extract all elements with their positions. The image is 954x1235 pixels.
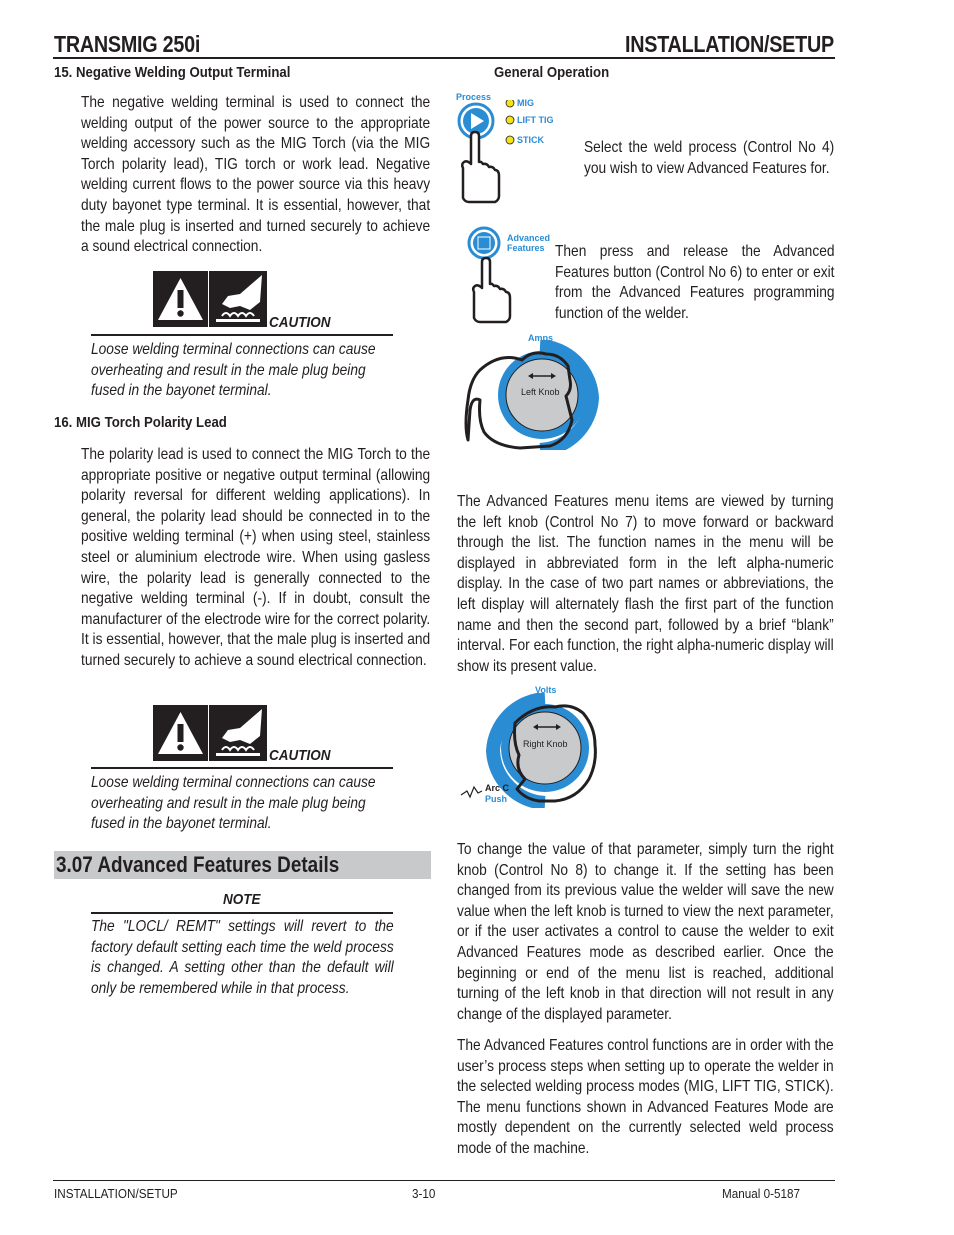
- process-panel-illustration: [455, 92, 575, 202]
- advanced-features-label-1: Advanced: [507, 233, 551, 243]
- process-option-stick: STICK: [517, 135, 544, 145]
- note-text: The "LOCL/ REMT" settings will revert to the factory default setting each time the weld process is changed. A setting other than the default will only be remembered while in that process.: [91, 918, 394, 997]
- paragraph-1: The Advanced Features menu items are viewed by turning the left knob (Control No 7) to move forward or backward through the list. The function names in the menu will be displayed in abbreviated form in the left alpha-numeric display. In the case of two part names or abbreviations, the left display will alternately flash the first part of the function name and then the second part, followed by a brief “blank” interval. For each function, the right alpha-numeric display will show its present value.: [457, 493, 834, 675]
- footer-section: INSTALLATION/SETUP: [54, 1186, 178, 1201]
- process-option-mig: MIG: [517, 98, 534, 108]
- left-knob-illustration: [460, 330, 600, 450]
- footer-page-number: 3-10: [412, 1186, 436, 1201]
- volts-label: Volts: [535, 685, 557, 695]
- left-knob-label: Left Knob: [521, 387, 560, 397]
- step-1-text: Select the weld process (Control No 4) you wish to view Advanced Features for.: [584, 139, 835, 177]
- arc-control-label: Arc C: [485, 783, 510, 793]
- advanced-features-label-2: Features: [507, 243, 545, 253]
- item-15-text: The negative welding terminal is used to connect the welding output of the power source to the appropriate welding accessory such as the MIG Torch (via the MIG Torch polarity lead), TIG torch or work lead. Negative welding current flows to the power source via this heavy duty bayonet type terminal. It is essential, however, that the male plug is inserted and turned securely to achieve a sound electrical connection.: [81, 94, 431, 256]
- caution-1-label: CAUTION: [269, 314, 331, 331]
- footer-manual-number: Manual 0-5187: [722, 1186, 801, 1201]
- push-label: Push: [485, 794, 508, 804]
- amps-label: Amps: [528, 333, 554, 343]
- advanced-features-button-illustration: [462, 226, 557, 326]
- header-rule: [53, 57, 835, 59]
- warning-icon: [153, 705, 208, 761]
- warning-icon: [153, 271, 208, 327]
- caution-2-rule: [91, 767, 393, 769]
- item-16-heading: 16. MIG Torch Polarity Lead: [54, 414, 227, 431]
- paragraph-3: The Advanced Features control functions are in order with the user’s process steps when setting up to operate the welder in the selected welding process modes (MIG, LIFT TIG, STICK). The menu functions shown in Advanced Features Mode are mostly dependent on the currently selected weld process mode of the machine.: [457, 1037, 834, 1157]
- caution-2-label: CAUTION: [269, 747, 331, 764]
- caution-2-text: Loose welding terminal connections can cause overheating and result in the male plug being fused in the bayonet terminal.: [91, 774, 376, 833]
- item-15-heading: 15. Negative Welding Output Terminal: [54, 64, 291, 81]
- process-option-lift-tig: LIFT TIG: [517, 115, 554, 125]
- right-knob-label: Right Knob: [523, 739, 568, 749]
- step-2-text: Then press and release the Advanced Features button (Control No 6) to enter or exit from the Advanced Features programming function of the welder.: [555, 243, 835, 322]
- right-knob-illustration: [455, 683, 605, 808]
- process-label: Process: [456, 92, 492, 102]
- caution-1-text: Loose welding terminal connections can cause overheating and result in the male plug being fused in the bayonet terminal.: [91, 341, 376, 400]
- footer-rule: [53, 1180, 835, 1181]
- general-operation-heading: General Operation: [494, 64, 610, 81]
- header-section-title: INSTALLATION/SETUP: [625, 31, 834, 57]
- section-title: 3.07 Advanced Features Details: [56, 852, 340, 877]
- item-16-text: The polarity lead is used to connect the MIG Torch to the appropriate positive or negative output terminal (allowing polarity reversal for different welding applications). In general, the polarity lead should be connected in to the positive welding terminal (+) when using steel, stainless steel or aluminium electrode wire. When using gasless wire, the polarity lead is generally connected to the negative welding terminal (-). If in doubt, consult the manufacturer of the electrode wire for the correct polarity. It is essential, however, that the male plug is inserted and turned securely to achieve a sound electrical connection.: [81, 446, 431, 669]
- hot-surface-hand-icon: [209, 705, 267, 761]
- paragraph-2: To change the value of that parameter, simply turn the right knob (Control No 8) to change it. If the setting has been changed from its previous value the welder will save the new value when the left knob is turned to view the next parameter, or if the user activates a control to cause the welder to exit Advanced Features mode as described earlier. Once the beginning or end of the menu list is reached, additional turning of the left knob in that direction will not result in any change of the displayed parameter.: [457, 841, 834, 1023]
- header-title: TRANSMIG 250i: [54, 31, 201, 57]
- hot-surface-hand-icon: [209, 271, 267, 327]
- caution-1-rule: [91, 334, 393, 336]
- note-label: NOTE: [223, 891, 261, 908]
- note-rule: [91, 912, 393, 914]
